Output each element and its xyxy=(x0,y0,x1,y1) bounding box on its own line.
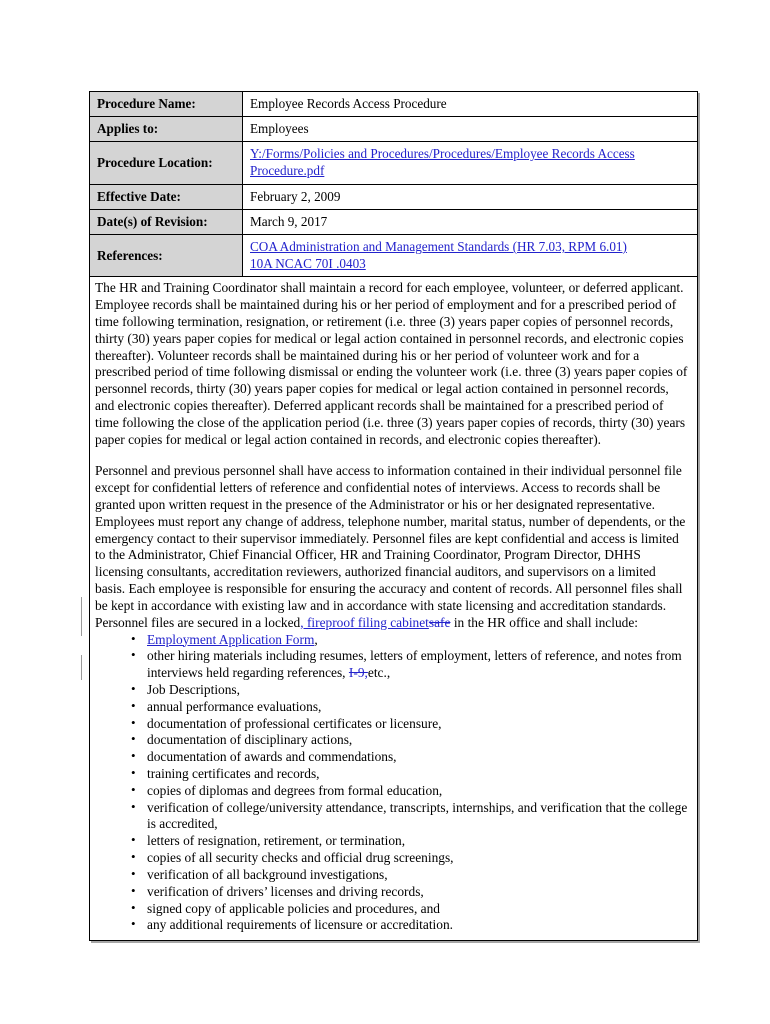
value-procedure-location xyxy=(243,142,698,184)
list-item xyxy=(95,648,689,682)
list-item: • copies of all security checks and official drug screenings, xyxy=(95,850,689,867)
value-applies-to: Employees xyxy=(243,117,698,142)
list-item: • documentation of awards and commendations, xyxy=(95,749,689,766)
procedure-table xyxy=(89,91,698,941)
list-item-tail: , xyxy=(314,631,318,647)
table-row-date-of-revision xyxy=(90,209,698,234)
list-item: • letters of resignation, retirement, or termination, xyxy=(95,833,689,850)
list-item: • verification of all background investigations, xyxy=(95,867,689,884)
label-references: References: xyxy=(90,234,243,276)
value-references xyxy=(243,234,698,276)
deleted-text-safe: safe xyxy=(428,614,451,630)
table-row-references xyxy=(90,234,698,276)
procedure-body-cell xyxy=(90,277,698,941)
list-item: • verification of college/university attendance, transcripts, internships, and verification that the college is accredited, xyxy=(95,800,689,834)
label-effective-date: Effective Date: xyxy=(90,184,243,209)
table-row-procedure-name xyxy=(90,92,698,117)
revision-change-bar-1 xyxy=(81,597,82,636)
body-paragraph-2 xyxy=(95,463,689,631)
personnel-file-contents-list xyxy=(95,632,689,935)
list-item: • documentation of professional certificates or licensure, xyxy=(95,716,689,733)
body-paragraph-1: The HR and Training Coordinator shall maintain a record for each employee, volunteer, or deferred applicant. Employee records shall be maintained during his or her period of employment and for a prescribed period of time following termination, resignation, or retirement (i.e. three (3) years paper copies of personnel records, thirty (30) years paper copies for medical or legal action contained in personnel records, and electronic copies thereafter). Volunteer records shall be maintained during his or her period of volunteer work and for a prescribed period of time following dismissal or ending the volunteer work (i.e. three (3) years paper copies of personnel records, thirty (30) years paper copies for medical or legal action contained in personnel records, and electronic copies thereafter). Deferred applicant records shall be maintained for a prescribed period of time following the close of the application period (i.e. three (3) years paper copies of records, thirty (30) years paper copies for medical or legal action contained in records, and electronic copies thereafter). xyxy=(95,280,688,447)
list-item: • annual performance evaluations, xyxy=(95,699,689,716)
list-item: • signed copy of applicable policies and procedures, and xyxy=(95,901,689,918)
list-item: • Job Descriptions, xyxy=(95,682,689,699)
procedure-location-link[interactable]: Y:/Forms/Policies and Procedures/Procedures/Employee Records Access Procedure.pdf xyxy=(250,146,635,179)
label-date-of-revision: Date(s) of Revision: xyxy=(90,209,243,234)
reference-link-coa[interactable]: COA Administration and Management Standards (HR 7.03, RPM 6.01) xyxy=(250,238,627,254)
table-row-applies-to xyxy=(90,117,698,142)
list-item-text-after: etc., xyxy=(367,665,391,681)
list-item: • copies of diplomas and degrees from formal education, xyxy=(95,783,689,800)
inserted-text-fireproof-filing-cabinet: , fireproof filing cabinet xyxy=(300,614,429,630)
table-row-effective-date xyxy=(90,184,698,209)
revision-change-bar-2 xyxy=(81,655,82,680)
table-row-body xyxy=(90,277,698,941)
value-date-of-revision: March 9, 2017 xyxy=(243,209,698,234)
value-procedure-name: Employee Records Access Procedure xyxy=(243,92,698,117)
label-applies-to: Applies to: xyxy=(90,117,243,142)
list-item: • verification of drivers’ licenses and driving records, xyxy=(95,884,689,901)
list-item: • documentation of disciplinary actions, xyxy=(95,732,689,749)
label-procedure-name: Procedure Name: xyxy=(90,92,243,117)
list-item xyxy=(95,632,689,649)
reference-link-ncac[interactable]: 10A NCAC 70I .0403 xyxy=(250,256,366,272)
label-procedure-location: Procedure Location: xyxy=(90,142,243,184)
list-item: • training certificates and records, xyxy=(95,766,689,783)
employment-application-form-link[interactable]: Employment Application Form xyxy=(147,631,315,647)
paragraph-2-text-after-revision: in the HR office and shall include: xyxy=(453,614,639,630)
deleted-text-i9: I-9, xyxy=(348,665,368,681)
list-item-text-before: other hiring materials including resumes, letters of employment, letters of reference, and notes from interviews held regarding references, xyxy=(147,648,682,681)
value-effective-date: February 2, 2009 xyxy=(243,184,698,209)
list-item: • any additional requirements of licensure or accreditation. xyxy=(95,917,689,934)
paragraph-2-text-before-revision: Personnel and previous personnel shall have access to information contained in their individual personnel file except for confidential letters of reference and confidential notes of interviews. Access to records shall be granted upon written request in the presence of the Administrator or his or her designated representative. Employees must report any change of address, telephone number, marital status, number of dependents, or the emergency contact to their supervisor immediately. Personnel files are kept confidential and access is limited to the Administrator, Chief Financial Officer, HR and Training Coordinator, Program Director, DHHS licensing consultants, accreditation reviewers, authorized financial auditors, and supervisors on a limited basis. Each employee is responsible for ensuring the accuracy and content of records. All personnel files shall be kept in accordance with existing law and in accordance with state licensing and accreditation standards. Personnel files are secured in a locked xyxy=(95,463,686,630)
table-row-procedure-location xyxy=(90,142,698,184)
